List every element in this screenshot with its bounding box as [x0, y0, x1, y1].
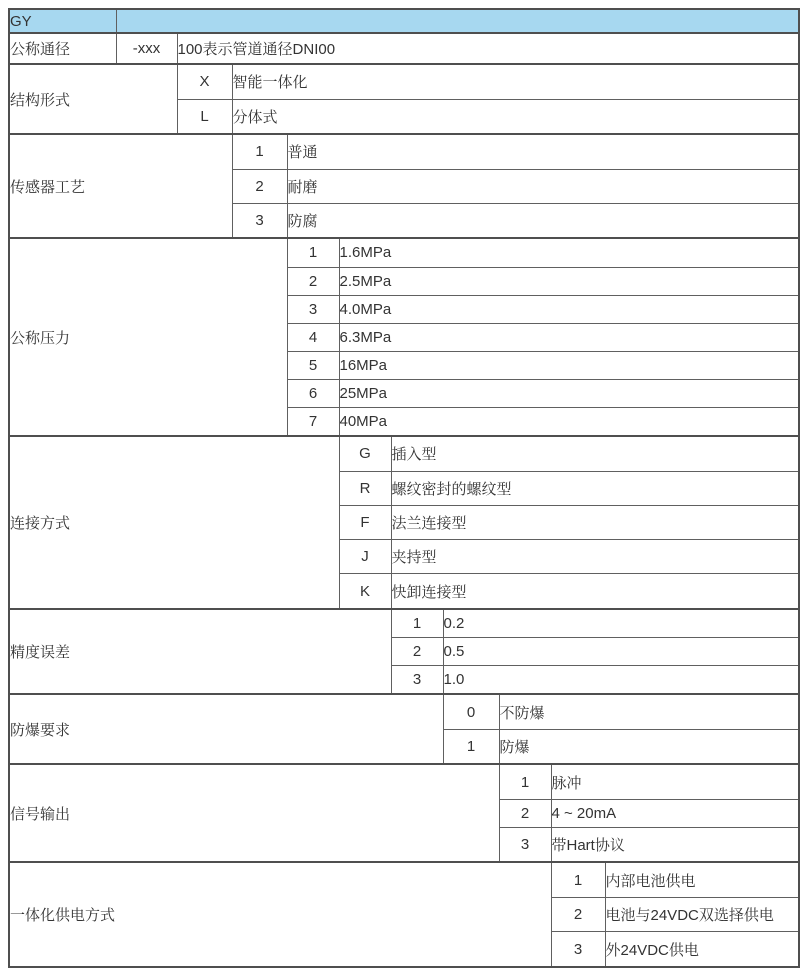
option-code-cell: R	[339, 471, 391, 505]
option-desc-cell: 夹持型	[391, 540, 799, 574]
header-blank-cell	[116, 9, 799, 33]
section-label: 连接方式	[9, 436, 339, 609]
option-code-cell: 2	[287, 267, 339, 295]
option-code-cell: 6	[287, 379, 339, 407]
option-desc-cell: 耐磨	[287, 169, 799, 203]
option-desc-cell: 电池与24VDC双选择供电	[605, 897, 799, 931]
option-desc-cell: 外24VDC供电	[605, 932, 799, 967]
model-selection-table	[8, 8, 800, 968]
option-desc-cell: 25MPa	[339, 379, 799, 407]
table-row	[9, 33, 799, 64]
option-desc-cell: 40MPa	[339, 407, 799, 436]
section-label: 信号输出	[9, 764, 499, 862]
option-desc-cell: 普通	[287, 134, 799, 169]
option-desc-cell: 带Hart协议	[551, 827, 799, 862]
option-code-cell: 3	[551, 932, 605, 967]
option-code-cell: F	[339, 505, 391, 539]
option-code-cell: 2	[391, 638, 443, 666]
section-label: 结构形式	[9, 64, 177, 134]
model-prefix-cell: GY	[9, 9, 116, 33]
option-code-cell: 2	[499, 799, 551, 827]
option-code-cell: 5	[287, 351, 339, 379]
option-desc-cell: 内部电池供电	[605, 862, 799, 897]
option-code-cell: 2	[551, 897, 605, 931]
section-label: 公称通径	[9, 33, 116, 64]
option-desc-cell: 防爆	[499, 729, 799, 764]
option-desc-cell: 脉冲	[551, 764, 799, 799]
option-code-cell: 1	[391, 609, 443, 638]
table-row	[9, 9, 799, 33]
option-desc-cell: 法兰连接型	[391, 505, 799, 539]
option-code-cell: 4	[287, 323, 339, 351]
option-desc-cell: 智能一体化	[232, 64, 799, 99]
section-label: 一体化供电方式	[9, 862, 551, 967]
option-desc-cell: 螺纹密封的螺纹型	[391, 471, 799, 505]
table-row	[9, 694, 799, 729]
option-desc-cell: 1.0	[443, 666, 799, 695]
option-code-cell: K	[339, 574, 391, 609]
option-code-cell: J	[339, 540, 391, 574]
option-desc-cell: 4.0MPa	[339, 295, 799, 323]
option-code-cell: 3	[391, 666, 443, 695]
table-row	[9, 862, 799, 897]
option-desc-cell: 4 ~ 20mA	[551, 799, 799, 827]
option-code-cell: 1	[287, 238, 339, 267]
option-desc-cell: 不防爆	[499, 694, 799, 729]
option-desc-cell: 防腐	[287, 203, 799, 238]
option-code-cell: 1	[443, 729, 499, 764]
option-code-cell: 7	[287, 407, 339, 436]
option-code-cell: 3	[499, 827, 551, 862]
table-row	[9, 609, 799, 638]
option-code-cell: 3	[232, 203, 287, 238]
option-code-cell: L	[177, 99, 232, 134]
option-code-cell: G	[339, 436, 391, 471]
table-row	[9, 764, 799, 799]
option-code-cell: 2	[232, 169, 287, 203]
option-code-cell: 1	[551, 862, 605, 897]
option-code-cell: -xxx	[116, 33, 177, 64]
option-desc-cell: 插入型	[391, 436, 799, 471]
option-desc-cell: 16MPa	[339, 351, 799, 379]
table-row	[9, 238, 799, 267]
option-desc-cell: 0.2	[443, 609, 799, 638]
table-row	[9, 64, 799, 99]
option-code-cell: 0	[443, 694, 499, 729]
section-label: 精度误差	[9, 609, 391, 695]
table-row	[9, 436, 799, 471]
option-desc-cell: 100表示管道通径DNI00	[177, 33, 799, 64]
option-desc-cell: 0.5	[443, 638, 799, 666]
option-code-cell: 1	[232, 134, 287, 169]
section-label: 防爆要求	[9, 694, 443, 764]
option-desc-cell: 1.6MPa	[339, 238, 799, 267]
option-code-cell: 3	[287, 295, 339, 323]
section-label: 传感器工艺	[9, 134, 232, 238]
section-label: 公称压力	[9, 238, 287, 436]
option-code-cell: X	[177, 64, 232, 99]
option-desc-cell: 2.5MPa	[339, 267, 799, 295]
option-desc-cell: 6.3MPa	[339, 323, 799, 351]
option-desc-cell: 分体式	[232, 99, 799, 134]
option-code-cell: 1	[499, 764, 551, 799]
option-desc-cell: 快卸连接型	[391, 574, 799, 609]
table-row	[9, 134, 799, 169]
